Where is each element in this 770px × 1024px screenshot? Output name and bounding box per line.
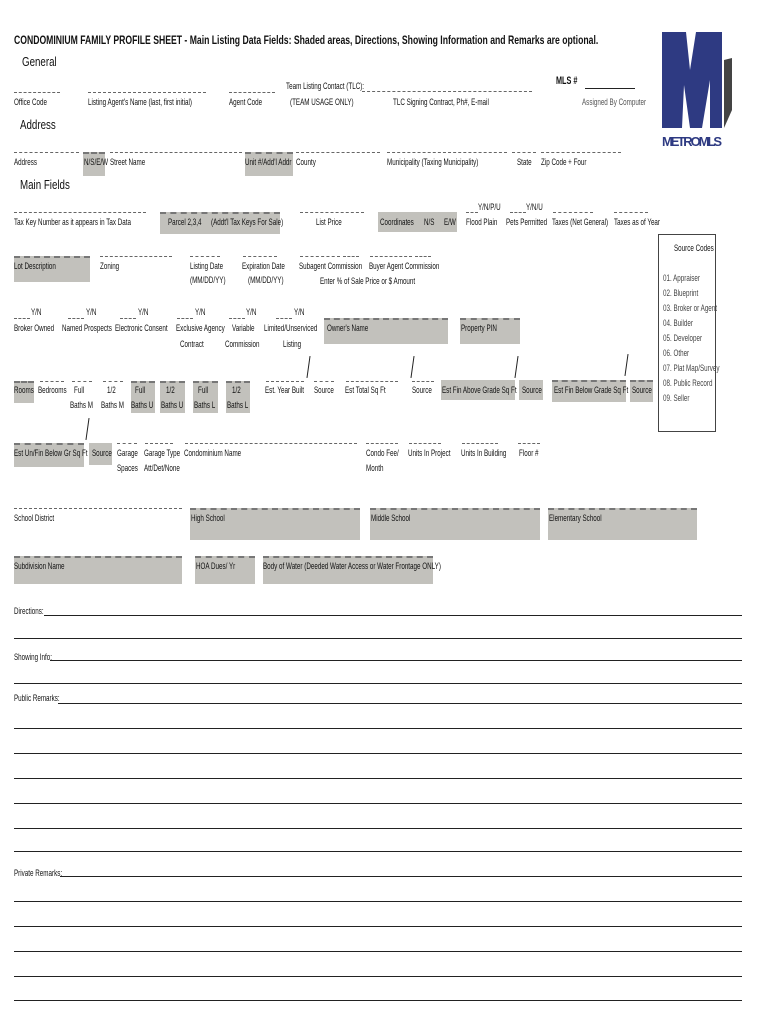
slash-divider <box>624 354 628 376</box>
addl-tax-label: (Addt'l Tax Keys For Sale) <box>211 217 284 228</box>
pets-field[interactable] <box>510 212 526 213</box>
address-label: Address <box>14 157 38 168</box>
source-codes-heading: Source Codes <box>674 243 714 254</box>
broker-owned-field[interactable] <box>14 318 30 319</box>
expiration-date-format: (MM/DD/YY) <box>248 275 284 286</box>
buyer-agent-label: Buyer Agent Commission <box>369 261 440 272</box>
full-label: Full <box>198 385 209 396</box>
yn-label: Y/N <box>195 307 206 318</box>
tlc-field[interactable] <box>362 91 532 92</box>
source-code-item: 01. Appraiser <box>663 273 700 284</box>
private-remarks-line[interactable] <box>14 901 742 902</box>
showing-label: Showing Info: <box>14 652 53 663</box>
coordinates-label: Coordinates <box>380 217 414 228</box>
private-remarks-line[interactable] <box>14 951 742 952</box>
baths-m-label: Baths M <box>70 400 94 411</box>
public-remarks-line[interactable] <box>14 851 742 852</box>
exclusive-agency-field[interactable] <box>177 318 193 319</box>
section-main-fields: Main Fields <box>20 178 70 192</box>
office-code-label: Office Code <box>14 97 47 108</box>
street-label: Street Name <box>110 157 146 168</box>
water-label: Body of Water (Deeded Water Access or Water Frontage ONLY) <box>263 561 441 572</box>
condo-name-field[interactable] <box>185 443 357 444</box>
section-general: General <box>22 55 57 69</box>
source-code-item: 06. Other <box>663 348 690 359</box>
nsew-label: N/S/E/W <box>84 157 109 168</box>
year-built-field[interactable] <box>266 381 304 382</box>
private-remarks-line[interactable] <box>14 1000 742 1001</box>
public-remarks-line[interactable] <box>14 828 742 829</box>
agent-name-label: Listing Agent's Name (last, first initial) <box>88 97 193 108</box>
source-code-item: 08. Public Record <box>663 378 713 389</box>
zip-label: Zip Code + Four <box>541 157 587 168</box>
half-label: 1/2 <box>232 385 241 396</box>
named-prospects-field[interactable] <box>68 318 84 319</box>
directions-label: Directions: <box>14 606 44 617</box>
metromls-logo <box>660 30 740 150</box>
fin-below-label: Est Fin Below Grade Sq Ft <box>554 385 629 396</box>
electronic-consent-label: Electronic Consent <box>115 323 168 334</box>
year-built-source-field[interactable] <box>314 381 334 382</box>
baths-u-label: Baths U <box>161 400 184 411</box>
baths-l-label: Baths L <box>227 400 249 411</box>
pets-label: Pets Permitted <box>506 217 548 228</box>
broker-owned-label: Broker Owned <box>14 323 55 334</box>
source-code-item: 05. Developer <box>663 333 703 344</box>
half-label: 1/2 <box>166 385 175 396</box>
half-label: 1/2 <box>107 385 116 396</box>
mls-field[interactable] <box>585 88 635 89</box>
limited-listing-field[interactable] <box>276 318 292 319</box>
baths-l-label: Baths L <box>194 400 216 411</box>
bedrooms-label: Bedrooms <box>38 385 67 396</box>
assigned-label: Assigned By Computer <box>582 97 647 108</box>
limited-label: Limited/Unserviced <box>264 323 318 334</box>
units-project-label: Units In Project <box>408 448 451 459</box>
source-label: Source <box>92 448 112 459</box>
full-label: Full <box>135 385 146 396</box>
taxes-field[interactable] <box>553 212 593 213</box>
total-sqft-label: Est Total Sq Ft <box>345 385 386 396</box>
state-label: State <box>517 157 532 168</box>
showing-line[interactable] <box>50 660 742 661</box>
directions-line[interactable] <box>14 638 742 639</box>
source-label: Source <box>314 385 334 396</box>
total-sqft-source-field[interactable] <box>412 381 434 382</box>
private-remarks-line[interactable] <box>14 976 742 977</box>
unfin-below-label: Est Un/Fin Below Gr Sq Ft <box>14 448 88 459</box>
public-remarks-line[interactable] <box>58 703 742 704</box>
ns-label: N/S <box>424 217 435 228</box>
zoning-field[interactable] <box>100 256 172 257</box>
yn-label: Y/N <box>294 307 305 318</box>
electronic-consent-field[interactable] <box>120 318 136 319</box>
condo-fee-label: Condo Fee/ <box>366 448 399 459</box>
public-remarks-line[interactable] <box>14 778 742 779</box>
condo-fee-field[interactable] <box>366 443 398 444</box>
units-building-field[interactable] <box>462 443 498 444</box>
floor-field[interactable] <box>518 443 540 444</box>
variable-commission-field[interactable] <box>229 318 245 319</box>
listing-date-label: Listing Date <box>190 261 224 272</box>
owner-label: Owner's Name <box>327 323 369 334</box>
source-label: Source <box>632 385 652 396</box>
slash-divider <box>306 356 310 378</box>
yn-label: Y/N <box>246 307 257 318</box>
flood-label: Flood Plain <box>466 217 498 228</box>
condo-name-label: Condominium Name <box>184 448 242 459</box>
elementary-school-label: Elementary School <box>549 513 602 524</box>
state-field[interactable] <box>512 152 536 153</box>
source-code-item: 03. Broker or Agent <box>663 303 718 314</box>
list-price-label: List Price <box>316 217 342 228</box>
private-remarks-line[interactable] <box>14 926 742 927</box>
mls-label: MLS # <box>556 75 578 87</box>
enter-pct-label: Enter % of Sale Price or $ Amount <box>320 276 416 287</box>
tax-key-field[interactable] <box>14 212 146 213</box>
half-baths-m-field[interactable] <box>103 381 123 382</box>
directions-line[interactable] <box>44 615 742 616</box>
baths-m-label: Baths M <box>101 400 125 411</box>
listing-label: Listing <box>283 339 302 350</box>
middle-school-label: Middle School <box>371 513 411 524</box>
public-remarks-label: Public Remarks: <box>14 693 60 704</box>
tax-key-label: Tax Key Number as it appears in Tax Data <box>14 217 131 228</box>
high-school-label: High School <box>191 513 225 524</box>
bedrooms-field[interactable] <box>40 381 64 382</box>
unit-label: Unit #/Add'l Addr <box>245 157 292 168</box>
year-built-label: Est. Year Built <box>265 385 305 396</box>
svg-text:METROMLS: METROMLS <box>662 134 722 149</box>
tlc-sign-label: TLC Signing Contract, Ph#, E-mail <box>393 97 489 108</box>
att-det-label: Att/Det/None <box>144 463 180 474</box>
expiration-date-field[interactable] <box>243 256 277 257</box>
source-label: Source <box>412 385 432 396</box>
parcel-label: Parcel 2,3,4 <box>168 217 202 228</box>
buyer-agent-field[interactable] <box>370 256 412 257</box>
address-field[interactable] <box>14 152 79 153</box>
spaces-label: Spaces <box>117 463 138 474</box>
slash-divider <box>514 356 518 378</box>
total-sqft-field[interactable] <box>346 381 398 382</box>
county-label: County <box>296 157 316 168</box>
agent-name-field[interactable] <box>88 92 206 93</box>
municipality-field[interactable] <box>387 152 507 153</box>
subagent-label: Subagent Commission <box>299 261 363 272</box>
pin-label: Property PIN <box>461 323 497 334</box>
full-label: Full <box>74 385 85 396</box>
lot-label: Lot Description <box>14 261 56 272</box>
county-field[interactable] <box>296 152 380 153</box>
list-price-field[interactable] <box>300 212 364 213</box>
private-remarks-label: Private Remarks: <box>14 868 63 879</box>
source-code-item: 04. Builder <box>663 318 693 329</box>
private-remarks-line[interactable] <box>60 876 742 877</box>
variable-label: Variable <box>232 323 255 334</box>
agent-code-label: Agent Code <box>229 97 263 108</box>
garage-type-label: Garage Type <box>144 448 181 459</box>
garage-spaces-field[interactable] <box>117 443 137 444</box>
taxes-year-label: Taxes as of Year <box>614 217 661 228</box>
full-baths-m-field[interactable] <box>72 381 92 382</box>
listing-date-format: (MM/DD/YY) <box>190 275 226 286</box>
units-project-field[interactable] <box>409 443 441 444</box>
taxes-label: Taxes (Net General) <box>552 217 609 228</box>
source-codes-box <box>658 234 720 432</box>
commission-label: Commission <box>225 339 260 350</box>
school-district-field[interactable] <box>14 508 182 509</box>
rooms-label: Rooms <box>14 385 34 396</box>
source-code-item: 09. Seller <box>663 393 690 404</box>
zip-field[interactable] <box>541 152 621 153</box>
slash-divider <box>410 356 414 378</box>
taxes-year-field[interactable] <box>614 212 648 213</box>
subagent-field[interactable] <box>300 256 340 257</box>
baths-u-label: Baths U <box>131 400 154 411</box>
source-label: Source <box>522 385 542 396</box>
team-usage-label: (TEAM USAGE ONLY) <box>290 97 354 108</box>
yn-label: Y/N <box>86 307 97 318</box>
fin-above-label: Est Fin Above Grade Sq Ft <box>442 385 517 396</box>
yn-label: Y/N <box>138 307 149 318</box>
yn-label: Y/N <box>31 307 42 318</box>
subdivision-label: Subdivision Name <box>14 561 65 572</box>
ynu-label: Y/N/U <box>526 202 543 213</box>
listing-date-field[interactable] <box>190 256 220 257</box>
named-prospects-label: Named Prospects <box>62 323 112 334</box>
floor-label: Floor # <box>519 448 539 459</box>
office-code-field[interactable] <box>14 92 60 93</box>
contract-label: Contract <box>180 339 204 350</box>
month-label: Month <box>366 463 384 474</box>
garage-type-field[interactable] <box>145 443 173 444</box>
public-remarks-line[interactable] <box>14 753 742 754</box>
flood-field[interactable] <box>466 212 478 213</box>
units-building-label: Units In Building <box>461 448 507 459</box>
hoa-label: HOA Dues/ Yr <box>196 561 236 572</box>
showing-line[interactable] <box>14 683 742 684</box>
public-remarks-line[interactable] <box>14 803 742 804</box>
source-code-item: 02. Blueprint <box>663 288 699 299</box>
street-field[interactable] <box>110 152 242 153</box>
garage-label: Garage <box>117 448 138 459</box>
tlc-label: Team Listing Contact (TLC): <box>286 81 365 92</box>
subagent-unit-field[interactable] <box>343 256 359 257</box>
page-title: CONDOMINIUM FAMILY PROFILE SHEET - Main Listing Data Fields: Shaded areas, Directions, Showing Information and Remarks are optional. <box>14 33 599 47</box>
section-address: Address <box>20 118 56 132</box>
public-remarks-line[interactable] <box>14 728 742 729</box>
municipality-label: Municipality (Taxing Municipality) <box>387 157 479 168</box>
zoning-label: Zoning <box>100 261 120 272</box>
ew-label: E/W <box>444 217 456 228</box>
slash-divider <box>85 418 89 440</box>
source-code-item: 07. Plat Map/Survey <box>663 363 720 374</box>
ynpu-label: Y/N/P/U <box>478 202 501 213</box>
agent-code-field[interactable] <box>229 92 275 93</box>
exclusive-agency-label: Exclusive Agency <box>176 323 225 334</box>
buyer-agent-unit-field[interactable] <box>415 256 431 257</box>
school-district-label: School District <box>14 513 55 524</box>
expiration-date-label: Expiration Date <box>242 261 285 272</box>
